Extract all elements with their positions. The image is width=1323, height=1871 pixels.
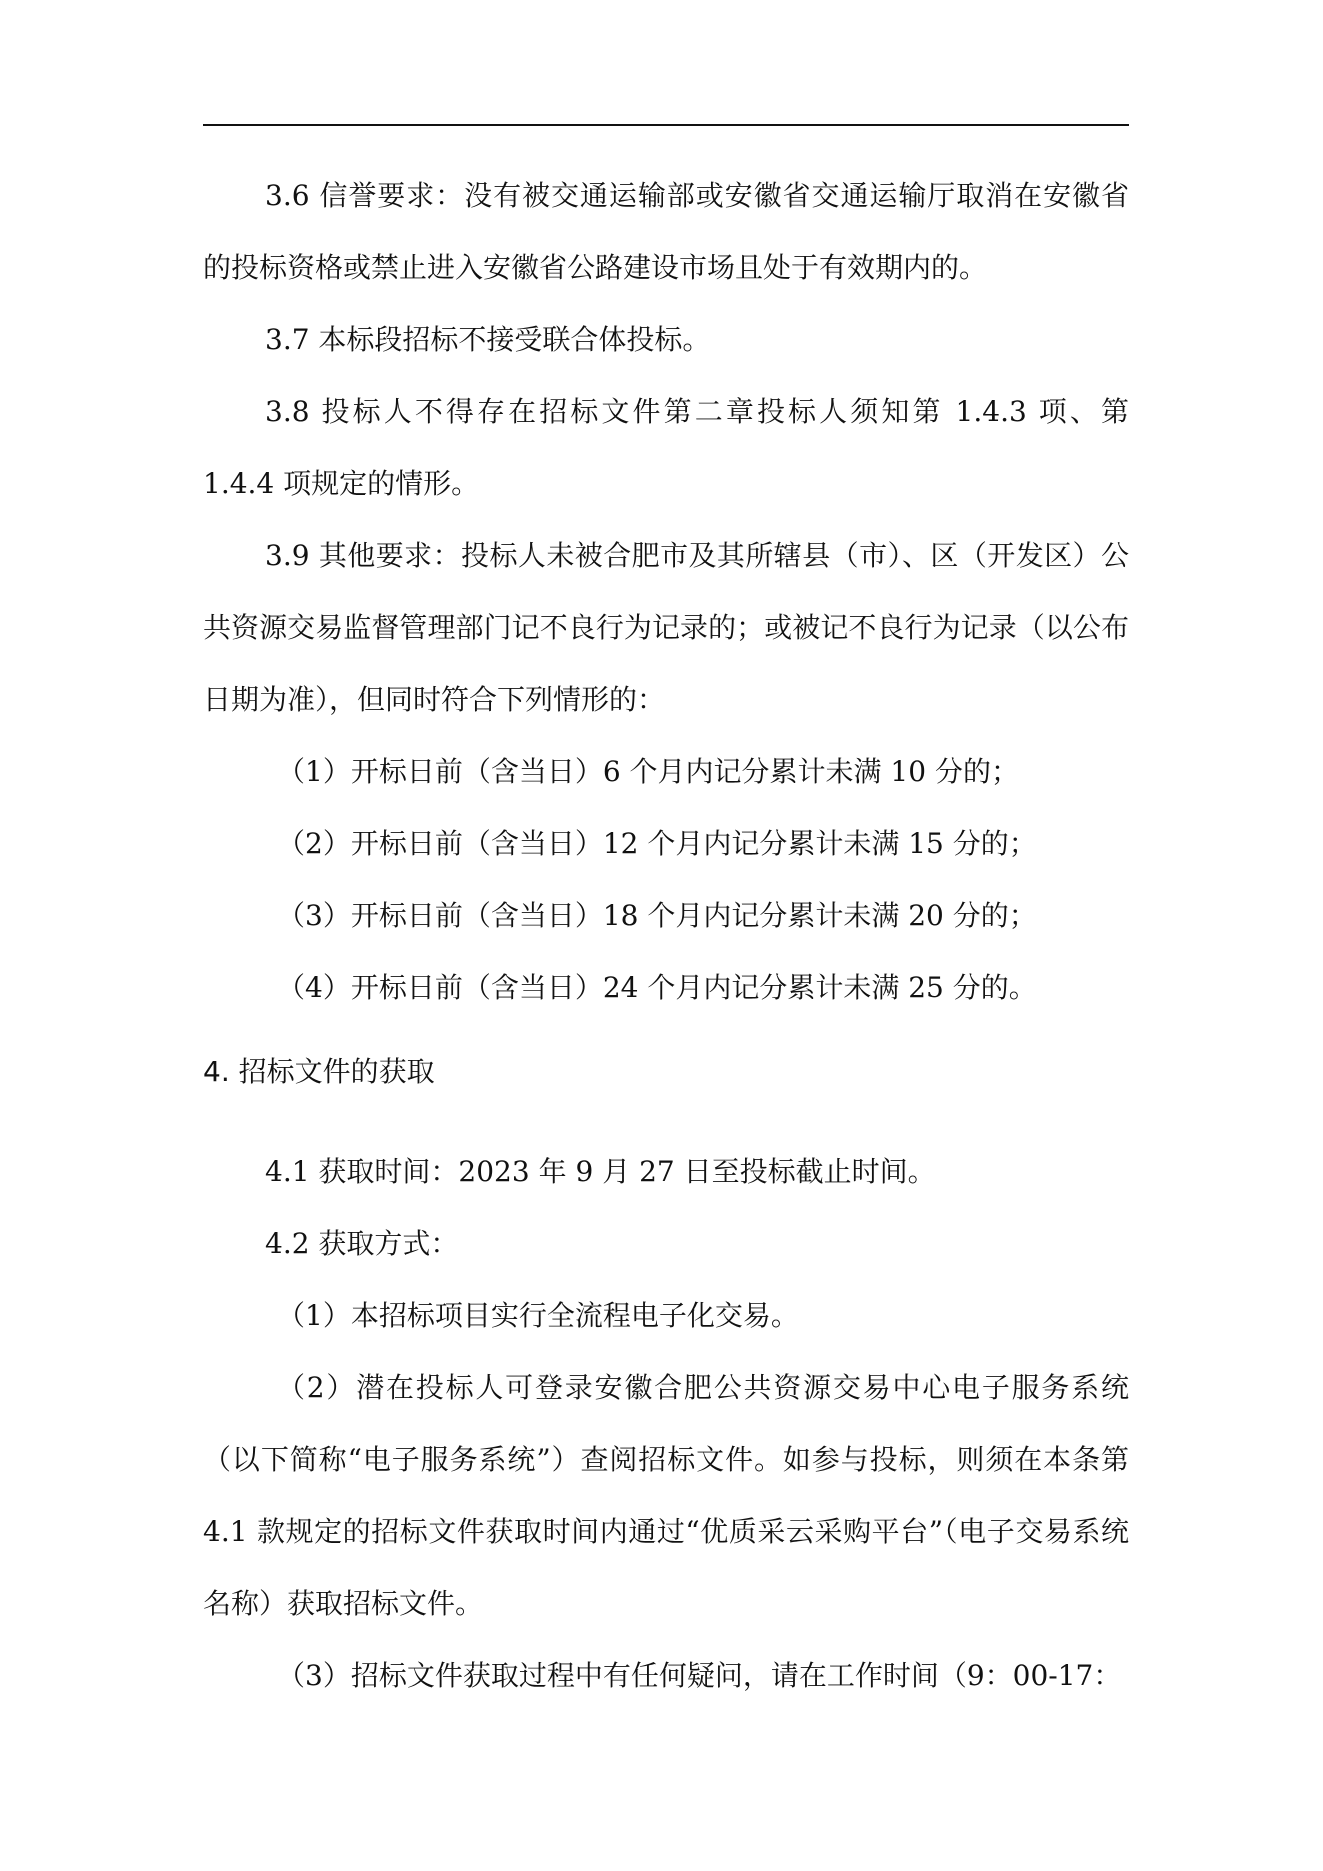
paragraph-4-1: 4.1 获取时间：2023 年 9 月 27 日至投标截止时间。 [265,1155,936,1188]
list-item-3-9-4: （4）开标日前（含当日）24 个月内记分累计未满 25 分的。 [277,971,1037,1004]
list-item-3-9-2: （2）开标日前（含当日）12 个月内记分累计未满 15 分的； [277,827,1037,860]
paragraph-3-8: 3.8 投标人不得存在招标文件第二章投标人须知第 1.4.3 项、第 1.4.4 项规定的情形。 [203,395,1129,500]
list-item-4-2-3: （3）招标文件获取过程中有任何疑问，请在工作时间（9：00-17： [277,1659,1122,1692]
header-rule [203,124,1129,126]
paragraph-3-9: 3.9 其他要求：投标人未被合肥市及其所辖县（市）、区（开发区）公共资源交易监督管理部门记不良行为记录的；或被记不良行为记录（以公布日期为准），但同时符合下列情形的： [203,539,1129,716]
paragraph-3-6: 3.6 信誉要求：没有被交通运输部或安徽省交通运输厅取消在安徽省的投标资格或禁止进入安徽省公路建设市场且处于有效期内的。 [203,179,1129,284]
section-4-heading: 4. 招标文件的获取 [203,1055,435,1088]
paragraph-3-7: 3.7 本标段招标不接受联合体投标。 [265,323,711,356]
list-item-3-9-1: （1）开标日前（含当日）6 个月内记分累计未满 10 分的； [277,755,1019,788]
list-item-3-9-3: （3）开标日前（含当日）18 个月内记分累计未满 20 分的； [277,899,1037,932]
list-item-4-2-1: （1）本招标项目实行全流程电子化交易。 [277,1299,799,1332]
list-item-4-2-2: （2）潜在投标人可登录安徽合肥公共资源交易中心电子服务系统（以下简称“电子服务系统”）查阅招标文件。如参与投标，则须在本条第 4.1 款规定的招标文件获取时间内通过“优质采云采购平台”（电子交易系统名称）获取招标文件。 [203,1371,1129,1620]
paragraph-4-2: 4.2 获取方式： [265,1227,459,1260]
